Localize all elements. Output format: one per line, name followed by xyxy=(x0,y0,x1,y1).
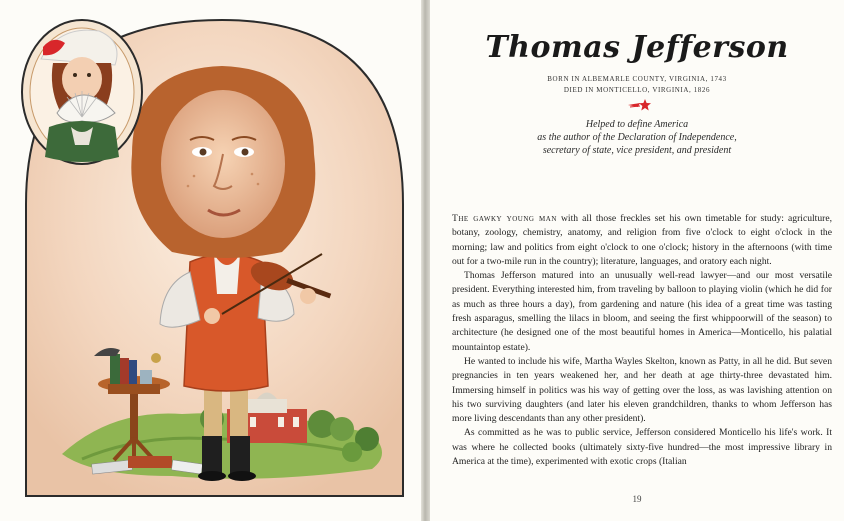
biography-text xyxy=(452,212,832,469)
paragraph: The gawky young man with all those freckles set his own timetable for study: agriculture, botany, zoology, chemistry, anatomy, and religion from five o'clock to eight o'clock in the morning; law and politics from eight o'clock to one o'clock; history in the afternoons (with time out for a two-mile run in the country); literature, languages, and oratory each night. xyxy=(452,213,832,267)
paragraph: He wanted to include his wife, Martha Wayles Skelton, known as Patty, in all he did. But seven pregnancies in ten years weakened her, and her death at age thirty-three devastated him. Immersing himself in politics was his way of getting over the loss, as was lavishing attention on his two surviving daughters (and later his eleven grandchildren, thanks to whom Jefferson has more living descendants than any other president). xyxy=(452,355,832,425)
page-number: 19 xyxy=(632,494,642,504)
paragraph: Thomas Jefferson matured into an unusually well-read lawyer—and our most versatile president. Everything interested him, from traveling by balloon to playing violin (which he did for as much as three hours a day), from gardening and nature (his idea of a great time was tasting fresh asparagus, smelling the lilacs in bloom, and seeing the first whippoorwill of the season) to architecture (he designed one of the most beautiful homes in America—Monticello, his palatial mountaintop estate). xyxy=(452,270,832,353)
lead-in: The gawky young man xyxy=(452,213,557,224)
tagline xyxy=(490,118,784,157)
birth-death-info xyxy=(430,74,844,96)
tagline-line: secretary of state, vice president, and president xyxy=(542,145,732,156)
left-page xyxy=(0,0,421,521)
page-title: Thomas Jefferson xyxy=(485,30,789,65)
born-line: BORN IN ALBEMARLE COUNTY, VIRGINIA, 1743 xyxy=(547,75,727,83)
book-gutter xyxy=(421,0,430,521)
died-line: DIED IN MONTICELLO, VIRGINIA, 1826 xyxy=(563,86,711,94)
tagline-line: Helped to define America xyxy=(585,119,689,130)
shooting-star-icon xyxy=(626,98,652,112)
paragraph: As committed as he was to public service, Jefferson considered Monticello his life's work. It was where he collected books (ultimately sixty-five hundred—the most impressive library in America at the time), experimented with exotic crops (Italian xyxy=(452,427,832,468)
inset-portrait xyxy=(19,17,145,167)
right-page xyxy=(430,0,844,521)
tagline-line: as the author of the Declaration of Independence, xyxy=(537,132,737,143)
